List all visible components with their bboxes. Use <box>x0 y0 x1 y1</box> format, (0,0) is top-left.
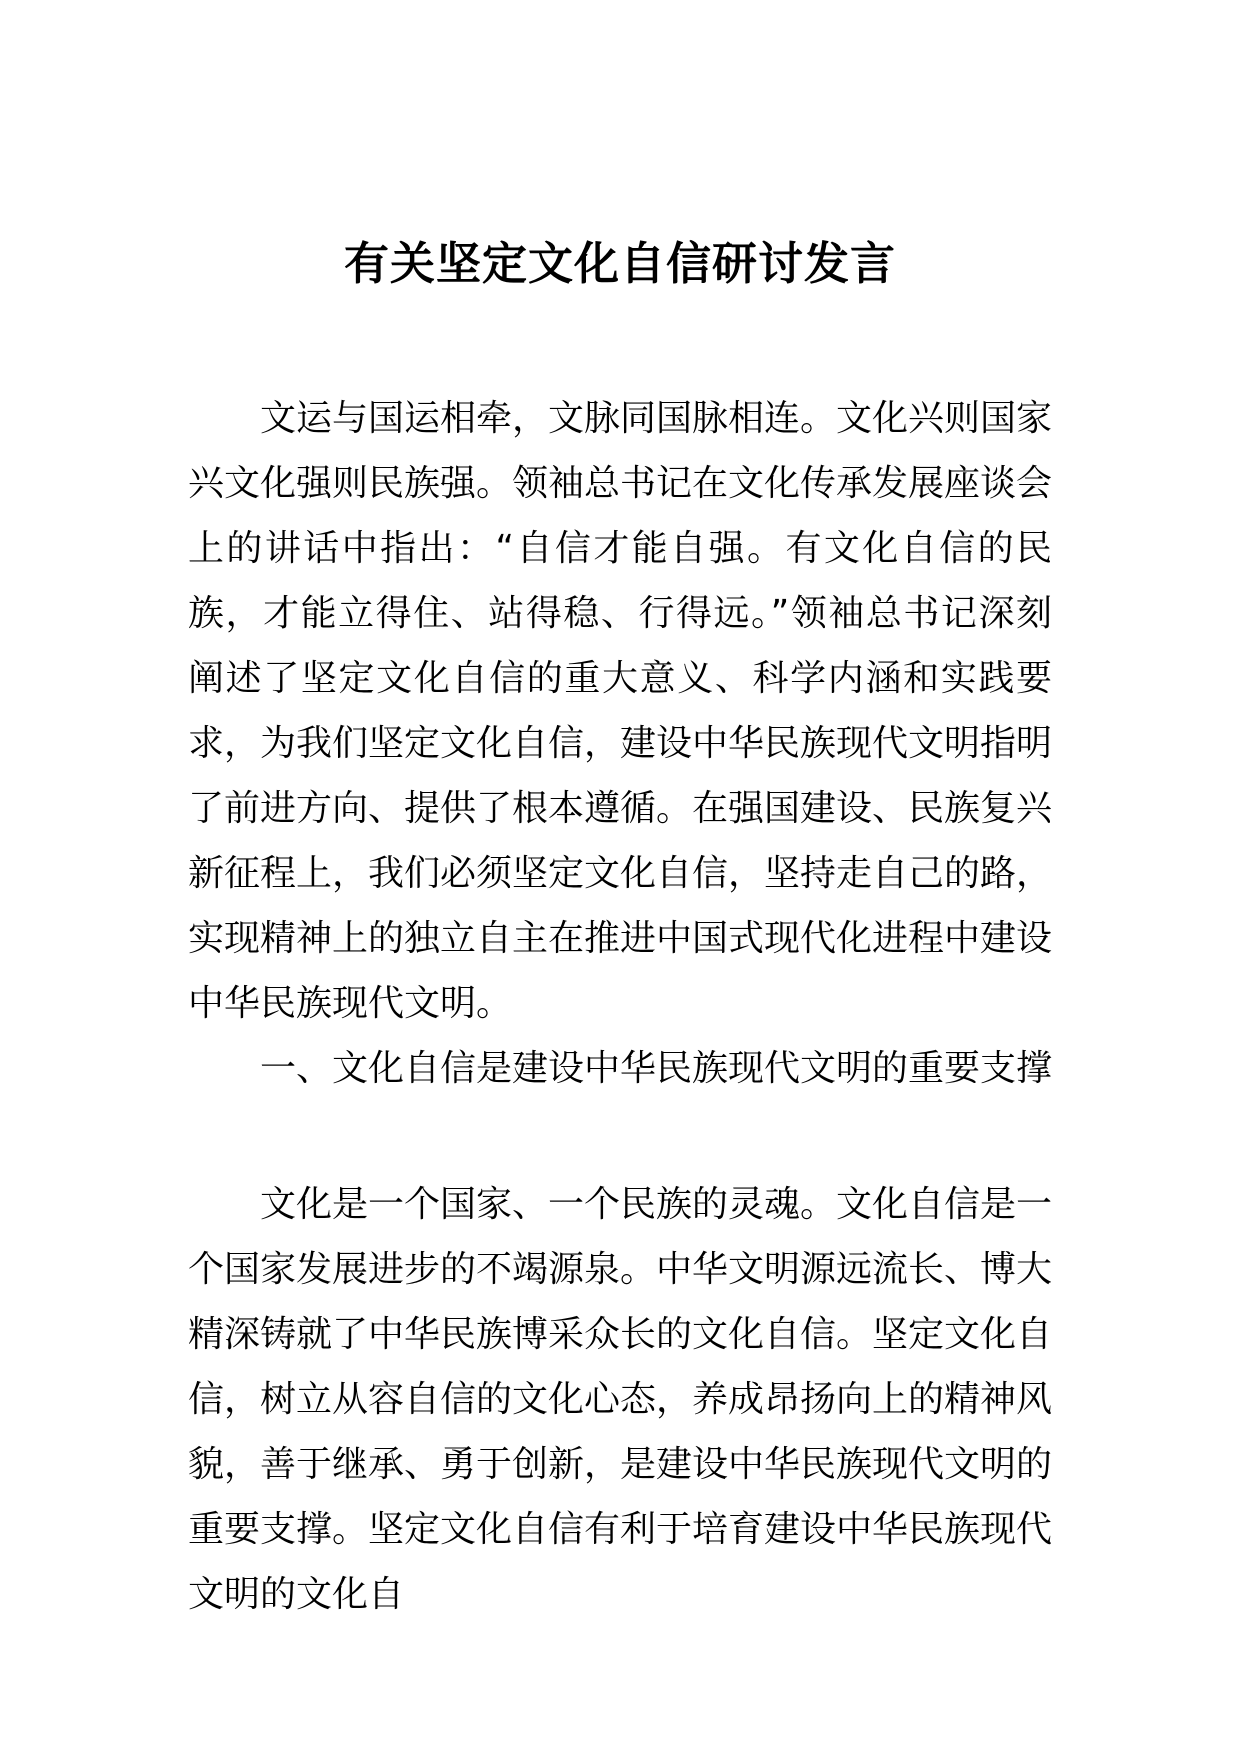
section-heading-1: 一、文化自信是建设中华民族现代文明的重要支撑 <box>260 1048 1053 1089</box>
document-title: 有关坚定文化自信研讨发言 <box>343 237 896 291</box>
paragraph-intro: 文运与国运相牵，文脉同国脉相连。文化兴则国家兴文化强则民族强。领袖总书记在文化传承发展座谈会上的讲话中指出：“自信才能自强。有文化自信的民族，才能立得住、站得稳、行得远。”领袖总书记深刻阐述了坚定文化自信的重大意义、科学内涵和实践要求，为我们坚定文化自信，建设中华民族现代文明指明了前进方向、提供了根本遵循。在强国建设、民族复兴新征程上，我们必须坚定文化自信，坚持走自己的路，实现精神上的独立自主在推进中国式现代化进程中建设中华民族现代文明。 <box>188 398 1053 1024</box>
paragraph-section-1: 文化是一个国家、一个民族的灵魂。文化自信是一个国家发展进步的不竭源泉。中华文明源远流长、博大精深铸就了中华民族博采众长的文化自信。坚定文化自信，树立从容自信的文化心态，养成昂扬向上的精神风貌，善于继承、勇于创新，是建设中华民族现代文明的重要支撑。坚定文化自信有利于培育建设中华民族现代文明的文化自 <box>188 1184 1053 1615</box>
